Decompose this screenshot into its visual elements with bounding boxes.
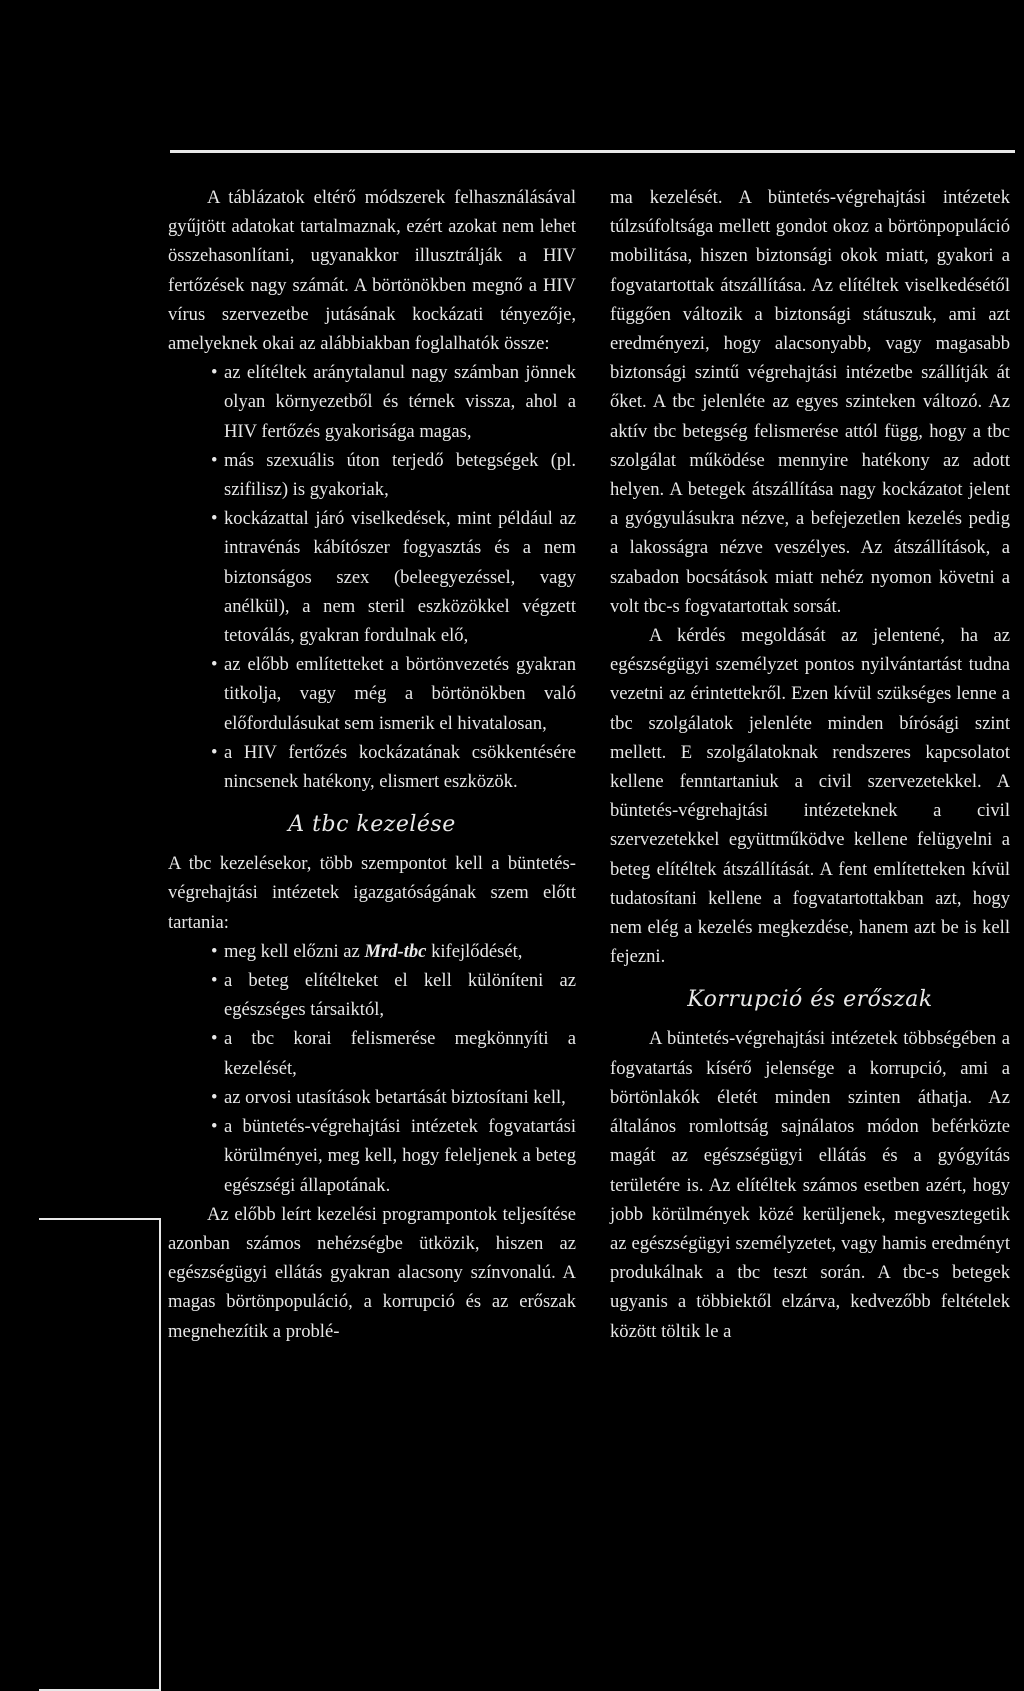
- mrd-tbc-term: Mrd-tbc: [364, 940, 427, 962]
- right-column: [610, 183, 1010, 1346]
- top-rule: [170, 150, 1015, 153]
- risk-factor-list: [168, 358, 576, 796]
- list-item: • a büntetés-végrehajtási intézetek fogvatartási körülményei, meg kell, hogy feleljenek a beteg egészségi állapotának.: [168, 1112, 576, 1200]
- list-item: • más szexuális úton terjedő betegségek (pl. szifilisz) is gyakoriak,: [168, 446, 576, 504]
- list-item: • kockázattal járó viselkedések, mint például az intravénás kábítószer fogyasztás és a nem biztonságos szex (beleegyezéssel, vagy anélkül), a nem steril eszközökkel végzett tetoválás, gyakran fordulnak elő,: [168, 504, 576, 650]
- list-item: • a HIV fertőzés kockázatának csökkentésére nincsenek hatékony, elismert eszközök.: [168, 738, 576, 796]
- tbc-intro-paragraph: A tbc kezelésekor, több szempontot kell a büntetés-végrehajtási intézetek igazgatóságának szem előtt tartania:: [168, 853, 576, 933]
- continuation-paragraph: ma kezelését. A büntetés-végrehajtási intézetek túlzsúfoltsága mellett gondot okoz a börtönpopuláció mobilitása, hiszen biztonsági okok miatt, gyakori a fogvatartottak átszállítása. Az elítéltek viselkedésétől függően változik a biztonsági státuszuk, ami azt eredményezi, hogy alacsonyabb, vagy magasabb biztonsági szintű végrehajtási intézetbe szállítják át őket. A tbc jelenléte az egyes szinteken változó. Az aktív tbc betegség felismerése attól függ, hogy a tbc szolgálat működése mennyire hatékony az adott helyen. A betegek átszállítása nagy kockázatot jelent a gyógyulásukra nézve, a befejezetlen kezelés pedig a lakosságra nézve veszélyes. Az átszállítások, a szabadon bocsátások miatt nehéz nyomon követni a volt tbc-s fogvatartottak sorsát.: [610, 187, 1010, 617]
- tbc-treatment-list: [168, 937, 576, 1200]
- solution-paragraph: A kérdés megoldását az jelentené, ha az egészségügyi személyzet pontos nyilvántartást tudna vezetni az érintettekről. Ezen kívül szükséges lenne a tbc szolgálatok jelenléte minden bírósági szint mellett. E szolgálatoknak rendszeres kapcsolatot kellene fenntartaniuk a civil szervezetekkel. A büntetés-végrehajtási intézeteknek a civil szervezetekkel együttműködve kellene felügyelni a beteg elítéltek átszállítását. A fent említetteken kívül tudatosítani kellene a fogvatartottakban azt, hogy nem elég a kezelés megkezdése, hanem azt be is kell fejezni.: [610, 625, 1010, 968]
- intro-paragraph: A táblázatok eltérő módszerek felhasználásával gyűjtött adatokat tartalmaznak, ezért azokat nem lehet összehasonlítani, ugyanakkor illusztrálják a HIV fertőzések nagy számát. A börtönökben megnő a HIV vírus szervezetbe jutásának kockázati tényezője, amelyeknek okai az alábbiakban foglalhatók össze:: [168, 187, 576, 355]
- list-item: • az előbb említetteket a börtönvezetés gyakran titkolja, vagy még a börtönökben való előfordulásukat sem ismerik el hivatalosan,: [168, 650, 576, 738]
- list-item: • az orvosi utasítások betartását biztosítani kell,: [168, 1083, 576, 1112]
- left-column: [168, 183, 576, 1346]
- list-item-text: meg kell előzni az: [224, 940, 365, 962]
- list-item-text: kifejlődését,: [426, 940, 523, 962]
- section-heading-corruption: Korrupció és erőszak: [687, 987, 933, 1013]
- list-item: • a beteg elítélteket el kell különíteni az egészséges társaiktól,: [168, 966, 576, 1024]
- closing-paragraph: Az előbb leírt kezelési programpontok teljesítése azonban számos nehézségbe ütközik, hiszen az egészségügyi ellátás gyakran alacsony színvonalú. A magas börtönpopuláció, a korrupció és az erőszak megnehezítik a problé-: [168, 1203, 576, 1342]
- section-heading-tbc: A tbc kezelése: [288, 812, 456, 838]
- list-item: • az elítéltek aránytalanul nagy számban jönnek olyan környezetből és térnek vissza, ahol a HIV fertőzés gyakorisága magas,: [168, 358, 576, 446]
- list-item: • a tbc korai felismerése megkönnyíti a kezelését,: [168, 1024, 576, 1082]
- margin-box: [39, 1218, 161, 1691]
- corruption-paragraph: A büntetés-végrehajtási intézetek többségében a fogvatartás kísérő jelensége a korrupció, ami a börtönlakók életét minden szinten áthatja. Az általános romlottság sajnálatos módon beférközte magát az egészségügyi ellátás és a gyógyítás területére is. Az elítéltek számos esetben azért, hogy jobb körülmények közé kerüljenek, megvesztegetik az egészségügyi személyzetet, vagy hamis eredményt produkálnak a tbc teszt során. A tbc-s betegek ugyanis a többiektől elzárva, kedvezőbb feltételek között töltik le a: [610, 1028, 1010, 1342]
- list-item: [168, 937, 576, 966]
